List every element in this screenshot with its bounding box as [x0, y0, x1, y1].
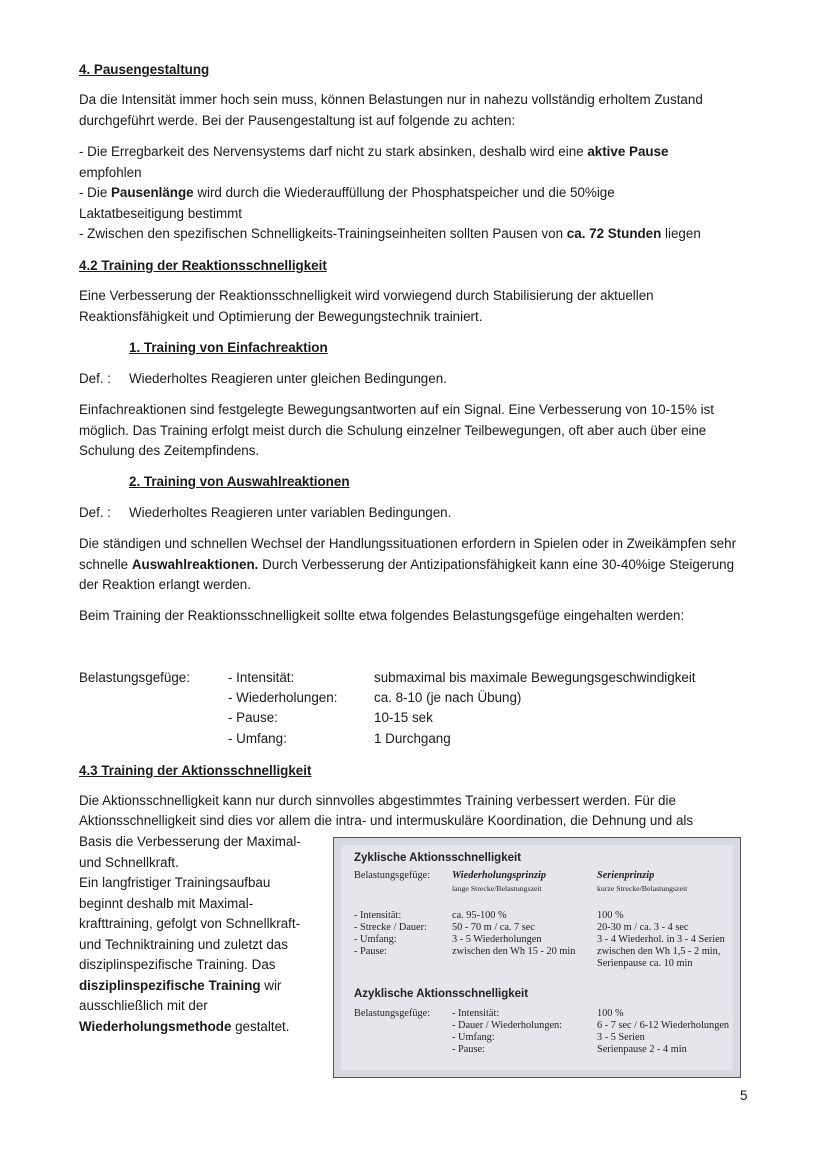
definition-label: Def. :	[79, 371, 111, 386]
scan-col1-title: Wiederholungsprinzip	[452, 870, 547, 881]
paragraph-intensity: Da die Intensität immer hoch sein muss, können Belastungen nur in nahezu vollständig erholtem Zustand durchgeführt werde. Bei der Pausengestaltung ist auf folgende zu achten:	[79, 92, 703, 128]
scan-col2-title: Serienprinzip	[597, 870, 655, 881]
belastungsgefuege-value-umfang: 1 Durchgang	[374, 731, 451, 746]
scan-val2: Serienpause 2 - 4 min	[597, 1044, 687, 1055]
paragraph-auswahlreaktion: Die ständigen und schnellen Wechsel der Handlungssituationen erfordern in Spielen oder in Zweikämpfen sehr schnelle Auswahlreaktionen. Durch Verbesserung der Antizipationsfähigkeit kann eine 30-40%ige Steigerung der Reaktion erlangt werden.	[79, 536, 737, 592]
definition-label-2: Def. :	[79, 505, 111, 520]
left-line: und Techniktraining und zuletzt das	[79, 936, 288, 952]
bullet-item-pausenlaenge: - Die Pausenlänge wird durch die Wiederauffüllung der Phosphatspeicher und die 50%ige	[79, 185, 615, 200]
scan-title-azyklisch: Azyklische Aktionsschnelligkeit	[354, 988, 529, 1000]
scan-val2: 100 %	[597, 1008, 624, 1019]
left-line: disziplinspezifische Training wir	[79, 977, 282, 993]
scan-key2: - Intensität:	[452, 1008, 500, 1019]
paragraph-reaktion: Eine Verbesserung der Reaktionsschnelligkeit wird vorwiegend durch Stabilisierung der aktuellen Reaktionsfähigkeit und Optimierung der Bewegungstechnik trainiert.	[79, 288, 654, 324]
left-line: Ein langfristiger Trainingsaufbau	[79, 875, 271, 890]
scan-col2-value: 100 %	[597, 910, 624, 921]
bullet-item-pausenlaenge-cont: Laktatbeseitigung bestimmt	[79, 205, 243, 221]
scan-col1-sub: lange Strecke/Belastungszeit	[452, 884, 542, 893]
section-heading-reaktionsschnelligkeit: 4.2 Training der Reaktionsschnelligkeit	[79, 258, 327, 273]
subheading-auswahlreaktionen: 2. Training von Auswahlreaktionen	[129, 474, 350, 489]
bullet-list-pausen	[79, 142, 759, 245]
scan-col1-value: 50 - 70 m / ca. 7 sec	[452, 922, 535, 933]
left-line: und Schnellkraft.	[79, 854, 179, 870]
scanned-table-inner	[341, 845, 733, 1070]
left-line: Basis die Verbesserung der Maximal-	[79, 834, 301, 849]
page-number: 5	[740, 1088, 748, 1103]
scan-col2-value: zwischen den Wh 1,5 - 2 min,	[597, 946, 721, 957]
scan-key2: - Umfang:	[452, 1032, 495, 1043]
paragraph-aktion-line2: Aktionsschnelligkeit sind dies vor allem die intra- und intermuskuläre Koordination, die Dehnung und als	[79, 813, 694, 828]
scan-val2: 3 - 5 Serien	[597, 1032, 645, 1043]
belastungsgefuege-key-umfang: - Umfang:	[228, 731, 287, 746]
scan-val2: 6 - 7 sec / 6-12 Wiederholungen	[597, 1020, 730, 1031]
left-line: disziplinspezifische Training. Das	[79, 957, 276, 972]
scan-col2-sub: kurze Strecke/Belastungszeit	[597, 884, 688, 893]
belastungsgefuege-key-intensitaet: - Intensität:	[228, 670, 295, 685]
scan-key: - Strecke / Dauer:	[354, 922, 427, 933]
left-line: krafttraining, gefolgt von Schnellkraft-	[79, 916, 301, 931]
bullet-item-erregbarkeit: - Die Erregbarkeit des Nervensystems darf nicht zu stark absinken, deshalb wird eine aktive Pause	[79, 144, 669, 159]
subheading-einfachreaktion: 1. Training von Einfachreaktion	[129, 340, 328, 355]
paragraph-einfachreaktion: Einfachreaktionen sind festgelegte Bewegungsantworten auf ein Signal. Eine Verbesserung von 10-15% ist möglich. Das Training erfolgt meist durch die Schulung einzelner Teilbewegungen, oft aber auch über eine Schulung des Zeitempfindens.	[79, 402, 714, 458]
bullet-item-erregbarkeit-cont: empfohlen	[79, 164, 142, 180]
scan-col1-value: ca. 95-100 %	[452, 910, 507, 921]
scan-key: - Intensität:	[354, 910, 402, 921]
paragraph-aktion-line1: Die Aktionsschnelligkeit kann nur durch sinnvolles abgestimmtes Training verbessert werden. Für die	[79, 793, 676, 808]
bullet-item-72-stunden: - Zwischen den spezifischen Schnelligkeits-Trainingseinheiten sollten Pausen von ca. 72 Stunden liegen	[79, 226, 701, 241]
belastungsgefuege-value-intensitaet: submaximal bis maximale Bewegungsgeschwindigkeit	[374, 670, 696, 685]
scan-col1-value: 3 - 5 Wiederholungen	[452, 934, 542, 945]
scan-bg-label: Belastungsgefüge:	[354, 870, 431, 881]
scan-bg2-label: Belastungsgefüge:	[354, 1008, 431, 1019]
definition-auswahlreaktion: Wiederholtes Reagieren unter variablen Bedingungen.	[129, 505, 452, 520]
belastungsgefuege-key-pause: - Pause:	[228, 710, 278, 725]
left-line: ausschließlich mit der	[79, 998, 208, 1013]
scan-col2-value: 3 - 4 Wiederhol. in 3 - 4 Serien	[597, 934, 725, 945]
belastungsgefuege-label: Belastungsgefüge:	[79, 670, 190, 685]
section-heading-aktionsschnelligkeit: 4.3 Training der Aktionsschnelligkeit	[79, 763, 312, 778]
belastungsgefuege-value-pause: 10-15 sek	[374, 710, 433, 725]
scan-col1-value: zwischen den Wh 15 - 20 min	[452, 946, 576, 957]
belastungsgefuege-value-wiederholungen: ca. 8-10 (je nach Übung)	[374, 690, 522, 705]
left-line: beginnt deshalb mit Maximal-	[79, 895, 254, 911]
scan-key: - Umfang:	[354, 934, 397, 945]
paragraph-aktion-left-column	[79, 832, 329, 1037]
paragraph-belastung-intro: Beim Training der Reaktionsschnelligkeit sollte etwa folgendes Belastungsgefüge eingehalten werden:	[79, 608, 685, 623]
scan-key2: - Pause:	[452, 1044, 485, 1055]
scan-col2-value: Serienpause ca. 10 min	[597, 958, 693, 969]
scan-key: - Pause:	[354, 946, 387, 957]
scan-key2: - Dauer / Wiederholungen:	[452, 1020, 563, 1031]
definition-einfachreaktion: Wiederholtes Reagieren unter gleichen Bedingungen.	[129, 371, 447, 386]
belastungsgefuege-key-wiederholungen: - Wiederholungen:	[228, 690, 338, 705]
scanned-table-image	[333, 837, 741, 1078]
left-line: Wiederholungsmethode gestaltet.	[79, 1018, 290, 1034]
section-heading-pausengestaltung: 4. Pausengestaltung	[79, 62, 210, 77]
scan-title-zyklisch: Zyklische Aktionsschnelligkeit	[354, 852, 522, 864]
scan-col2-value: 20-30 m / ca. 3 - 4 sec	[597, 922, 689, 933]
